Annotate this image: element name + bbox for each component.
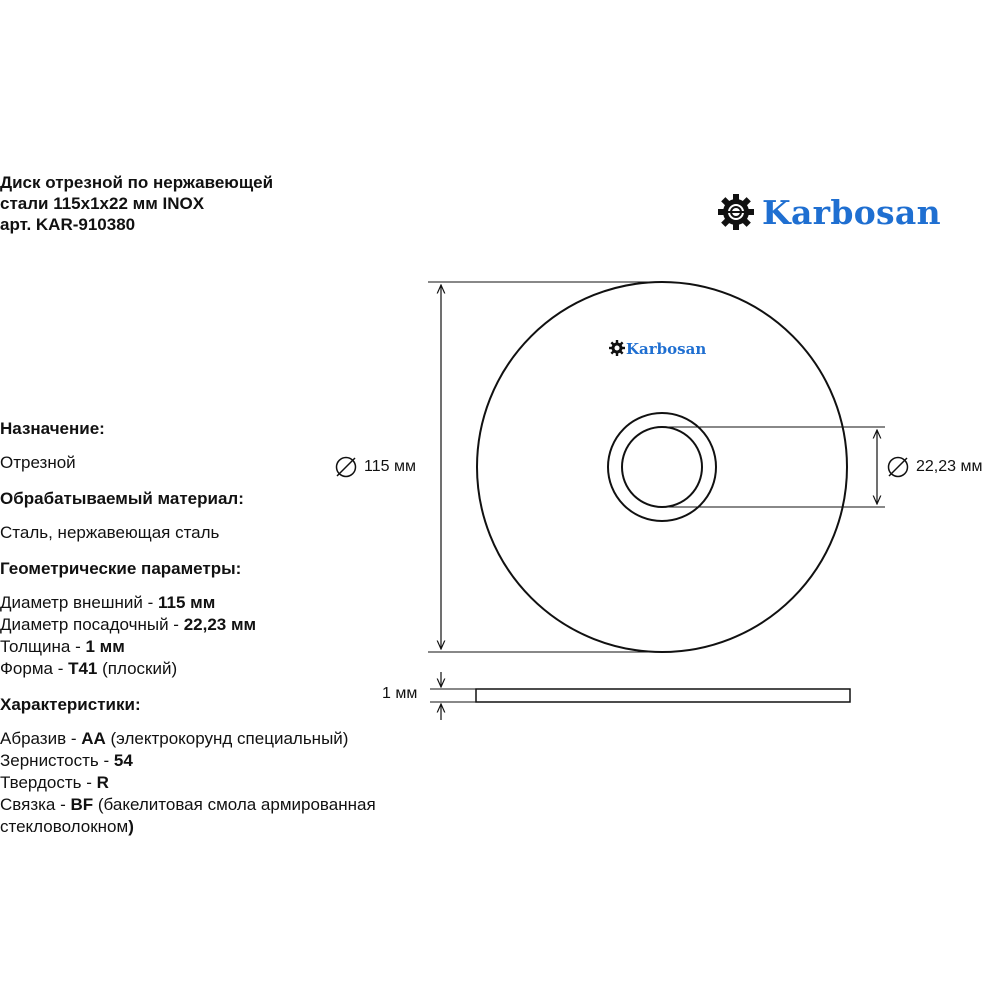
- spec-label: Зернистость -: [0, 751, 114, 770]
- disc-brand-name: Karbosan: [626, 340, 707, 358]
- spec-note: (плоский): [97, 659, 178, 678]
- spec-shape: [0, 658, 440, 680]
- bore-diameter-label: [886, 455, 982, 479]
- purpose-value: Отрезной: [0, 453, 76, 472]
- spec-grit: [0, 750, 440, 772]
- title-line-1: Диск отрезной по нержавеющей: [0, 173, 274, 192]
- spec-note-close: ): [128, 817, 134, 836]
- spec-label: Толщина -: [0, 637, 86, 656]
- title-line-3: арт. KAR-910380: [0, 215, 136, 234]
- thickness-value: 1 мм: [382, 685, 418, 702]
- spec-value: 115 мм: [158, 593, 216, 612]
- disc-outer-circle: [477, 282, 847, 652]
- material-value: Сталь, нержавеющая сталь: [0, 523, 220, 542]
- disc-flange-ring: [608, 413, 716, 521]
- spec-bond-continued: [0, 816, 440, 838]
- diameter-icon: [886, 455, 910, 479]
- spec-value: AA: [81, 729, 106, 748]
- spec-value: 22,23 мм: [183, 615, 257, 634]
- geometry-heading: Геометрические параметры:: [0, 559, 242, 578]
- spec-value: BF: [70, 795, 94, 814]
- brand-name: Karbosan: [762, 192, 941, 232]
- spec-value: T41: [68, 659, 98, 678]
- spec-note: (электрокорунд специальный): [105, 729, 349, 748]
- spec-note: (бакелитовая смола армированная: [93, 795, 376, 814]
- disc-side-profile: [476, 689, 850, 702]
- spec-label: Связка -: [0, 795, 71, 814]
- material-heading: Обрабатываемый материал:: [0, 489, 244, 508]
- spec-thickness: [0, 636, 440, 658]
- spec-hardness: [0, 772, 440, 794]
- outer-diameter-value: 115 мм: [364, 458, 416, 475]
- characteristics-heading: Характеристики:: [0, 695, 141, 714]
- spec-label: Абразив -: [0, 729, 82, 748]
- specifications: [0, 418, 440, 838]
- disc-gear-icon: [609, 340, 625, 356]
- spec-value: 1 мм: [85, 637, 125, 656]
- spec-outer-diameter: [0, 592, 440, 614]
- spec-bore-diameter: [0, 614, 440, 636]
- spec-label: Диаметр посадочный -: [0, 615, 184, 634]
- spec-note: стекловолокном: [0, 817, 129, 836]
- bore-diameter-value: 22,23 мм: [916, 458, 983, 475]
- spec-label: Диаметр внешний -: [0, 593, 159, 612]
- spec-abrasive: [0, 728, 440, 750]
- spec-label: Твердость -: [0, 773, 97, 792]
- title-line-2: стали 115х1х22 мм INOX: [0, 194, 205, 213]
- spec-value: R: [96, 773, 109, 792]
- spec-label: Форма -: [0, 659, 69, 678]
- disc-bore-circle: [622, 427, 702, 507]
- spec-bond: [0, 794, 440, 816]
- purpose-heading: Назначение:: [0, 419, 105, 438]
- spec-value: 54: [113, 751, 133, 770]
